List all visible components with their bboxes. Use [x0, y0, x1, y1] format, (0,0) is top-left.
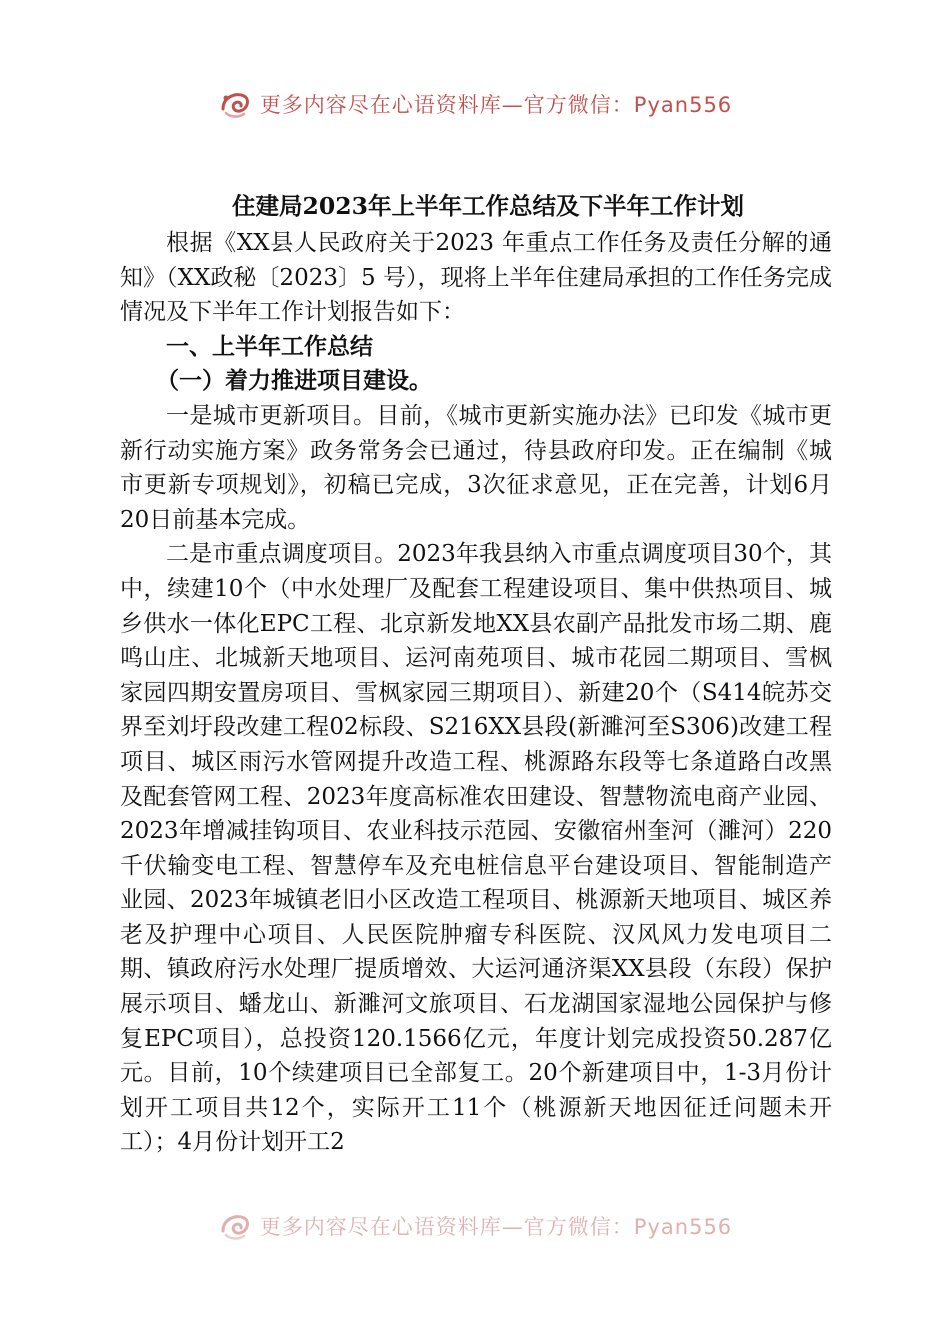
document-body — [120, 186, 832, 1160]
watermark-text: 更多内容尽在心语资料库—官方微信：Pyan556 — [259, 1215, 733, 1239]
swirl-logo-icon — [218, 1209, 252, 1243]
section-heading: 一、上半年工作总结 — [166, 332, 373, 360]
swirl-logo-icon — [218, 87, 252, 121]
subsection-heading: （一）着力推进项目建设。 — [156, 367, 432, 395]
watermark-banner-bottom — [0, 1206, 950, 1246]
intro-paragraph: 根据《XX县人民政府关于2023 年重点工作任务及责任分解的通知》（XX政秘〔2023〕5 号），现将上半年住建局承担的工作任务完成情况及下半年工作计划报告如下： — [120, 230, 832, 326]
paragraph-urban-renewal: 一是城市更新项目。目前，《城市更新实施办法》已印发《城市更新行动实施方案》政务常务会已通过，待县政府印发。正在编制《城市更新专项规划》，初稿已完成，3次征求意见，正在完善，计划6月20日前基本完成。 — [120, 402, 832, 533]
paragraph-key-projects: 二是市重点调度项目。2023年我县纳入市重点调度项目30个，其中，续建10个（中水处理厂及配套工程建设项目、集中供热项目、城乡供水一体化EPC工程、北京新发地XX县农副产品批发市场二期、鹿鸣山庄、北城新天地项目、运河南苑项目、城市花园二期项目、雪枫家园四期安置房项目、雪枫家园三期项目）、新建20个（S414皖苏交界至刘圩段改建工程02标段、S216XX县段(新濉河至S306)改建工程项目、城区雨污水管网提升改造工程、桃源路东段等七条道路白改黑及配套管网工程、2023年度高标准农田建设、智慧物流电商产业园、2023年增减挂钩项目、农业科技示范园、安徽宿州奎河（濉河）220千伏输变电工程、智慧停车及充电桩信息平台建设项目、智能制造产业园、2023年城镇老旧小区改造工程项目、桃源新天地项目、城区养老及护理中心项目、人民医院肿瘤专科医院、汉风风力发电项目二期、镇政府污水处理厂提质增效、大运河通济渠XX县段（东段）保护展示项目、蟠龙山、新濉河文旅项目、石龙湖国家湿地公园保护与修复EPC项目），总投资120.1566亿元，年度计划完成投资50.287亿元。目前，10个续建项目已全部复工。20个新建项目中，1-3月份计划开工项目共12个，实际开工11个（桃源新天地因征迁问题未开工）；4月份计划开工2 — [120, 541, 832, 1156]
document-title: 住建局2023年上半年工作总结及下半年工作计划 — [232, 192, 744, 220]
watermark-banner-top — [0, 84, 950, 124]
watermark-text: 更多内容尽在心语资料库—官方微信：Pyan556 — [259, 93, 733, 117]
